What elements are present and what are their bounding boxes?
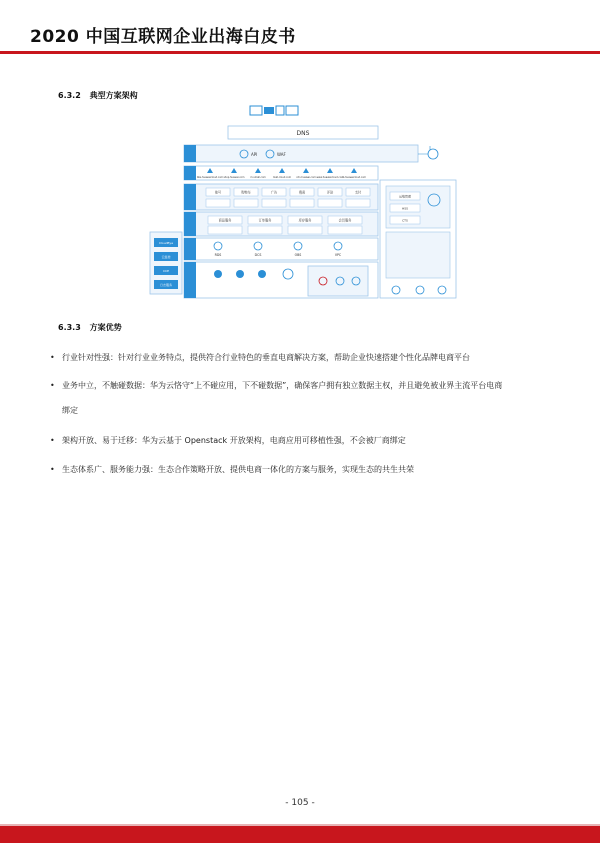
infra-label: VPC <box>334 253 342 257</box>
bullet-item <box>50 352 562 364</box>
bullet-marker: • <box>50 465 55 474</box>
header-rule <box>0 51 600 54</box>
bullet-continuation: 绑定 <box>62 406 78 415</box>
service-label: 会员服务 <box>338 218 352 223</box>
bullet-item <box>50 464 562 476</box>
left-panel-label: 云监控 <box>161 255 171 259</box>
bullet-text: 业务中立，不触碰数据：华为云恪守“上不碰应用，下不碰数据”，确保客户拥有独立数据主权，并且避免被业界主流平台电商 <box>62 381 503 390</box>
right-panel-label: 运维管理 <box>398 194 412 199</box>
user-devices-icon <box>250 106 298 115</box>
section-632-title: 典型方案架构 <box>89 91 138 100</box>
section-633-heading <box>58 322 122 333</box>
section-633-number: 6.3.3 <box>58 323 81 332</box>
domain-label: cdn.huawei.com <box>296 176 316 179</box>
service-label: 商品服务 <box>218 218 232 223</box>
domain-label: m.huaweicloud.com <box>341 176 367 179</box>
architecture-diagram <box>148 104 458 300</box>
dns-label: DNS <box>296 130 310 137</box>
service-box <box>208 226 242 234</box>
app-label: 支付 <box>354 190 362 195</box>
right-panel-label: HSS <box>401 206 409 211</box>
infra-label: RDS <box>214 253 222 257</box>
infra-label: OBS <box>294 253 302 257</box>
bullet-text: 行业针对性强：针对行业业务特点，提供符合行业特色的垂直电商解决方案，帮助企业快速搭建个性化品牌电商平台 <box>62 353 470 362</box>
app-label: 账号 <box>214 190 222 195</box>
app-label: 搜索 <box>298 190 306 195</box>
page-number: - 105 - <box>285 798 315 808</box>
service-box <box>288 226 322 234</box>
bullet-text: 架构开放、易于迁移：华为云基于 Openstack 开放架构，电商应用可移植性强，不会被厂商绑定 <box>62 436 406 445</box>
app-box <box>346 199 370 207</box>
row2-item-1: WAF <box>277 152 286 157</box>
service-label: 订单服务 <box>258 218 272 223</box>
bullet-marker: • <box>50 381 55 390</box>
infra-label: DCS <box>254 253 262 257</box>
app-label: 评论 <box>326 190 334 195</box>
app-box <box>206 199 230 207</box>
left-panel-label: 日志服务 <box>159 283 173 287</box>
app-box <box>234 199 258 207</box>
service-box <box>328 226 362 234</box>
domain-label: mall.cloud.com <box>272 176 292 179</box>
app-label: 购物车 <box>241 190 251 195</box>
domain-label: m.vmall.com <box>250 176 266 179</box>
domain-label: www.huaweicloud.com <box>316 176 344 179</box>
header-title: 2020 中国互联网企业出海白皮书 <box>30 27 296 47</box>
left-panel-label: CCE <box>162 269 170 273</box>
footer-bar <box>0 826 600 843</box>
domain-label: shop.huawei.com <box>223 176 245 179</box>
section-633-title: 方案优势 <box>89 323 122 332</box>
domain-label: bbs.huaweicloud.com <box>197 176 223 179</box>
right-panel-label: CTS <box>402 218 408 223</box>
left-panel-label: CloudEye <box>158 241 174 245</box>
app-box <box>318 199 342 207</box>
bullet-marker: • <box>50 436 55 445</box>
service-label: 库存服务 <box>298 218 312 223</box>
service-box <box>248 226 282 234</box>
row2-item-0: API <box>251 152 258 157</box>
section-632-heading <box>58 90 138 101</box>
bullet-text: 生态体系广、服务能力强：生态合作策略开放、提供电商一体化的方案与服务，实现生态的共生共荣 <box>62 465 414 474</box>
app-label: 广告 <box>270 190 278 195</box>
bullet-marker: • <box>50 353 55 362</box>
bullet-item <box>50 380 562 415</box>
app-box <box>290 199 314 207</box>
bullet-item <box>50 435 562 447</box>
section-632-number: 6.3.2 <box>58 91 81 100</box>
app-box <box>262 199 286 207</box>
